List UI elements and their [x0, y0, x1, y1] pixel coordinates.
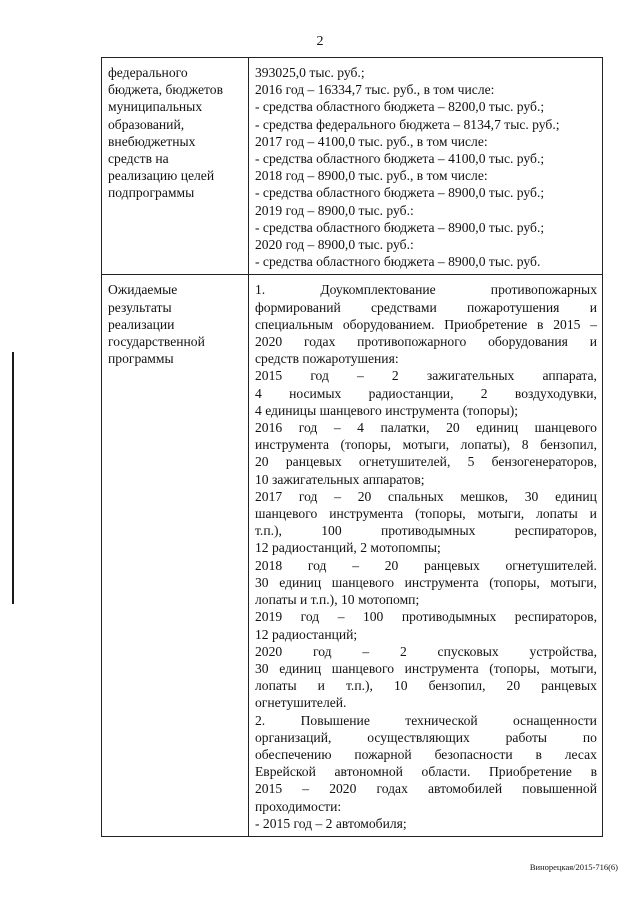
- word: повышенной: [522, 781, 597, 797]
- word: респираторов,: [514, 609, 597, 625]
- word: 2016: [255, 420, 283, 436]
- word: респираторов,: [514, 523, 597, 539]
- word: единиц: [476, 420, 519, 436]
- value-line: 12 радиостанций, 2 мотопомпы;: [255, 540, 441, 556]
- value-line: [255, 488, 597, 505]
- word: –: [334, 488, 341, 504]
- word: единиц: [279, 660, 322, 676]
- value-line: - средства областного бюджета – 8900,0 тыс. руб.;: [255, 219, 545, 235]
- word: 2015: [553, 316, 581, 332]
- word: средствами: [371, 299, 437, 315]
- word: 2015: [255, 781, 283, 797]
- word: по: [582, 729, 597, 745]
- word: 30: [255, 660, 269, 676]
- word: год: [300, 609, 320, 625]
- label-line: бюджета, бюджетов: [108, 82, 224, 98]
- word: пожаротушения: [467, 299, 560, 315]
- word: годах: [376, 781, 408, 797]
- word: и: [589, 334, 597, 350]
- funding-label-cell: [102, 58, 249, 275]
- word: год: [310, 368, 329, 384]
- value-line: [255, 660, 597, 677]
- word: 2020: [255, 643, 283, 659]
- word: 2020: [329, 781, 357, 797]
- word: радиостанции,: [368, 385, 454, 401]
- word: инструмента: [404, 574, 479, 590]
- table-row-funding: [102, 58, 603, 275]
- value-line: [255, 763, 597, 780]
- word: противопожарных: [490, 282, 597, 298]
- word: 20: [357, 488, 372, 504]
- word: 20: [384, 557, 399, 573]
- funding-value-cell: [249, 58, 603, 275]
- word: в: [537, 316, 544, 332]
- value-line: - средства федерального бюджета – 8134,7 тыс. руб.;: [255, 116, 560, 132]
- word: работы: [505, 729, 548, 745]
- value-line: [255, 299, 597, 316]
- margin-change-bar: [12, 352, 14, 604]
- word: –: [337, 609, 345, 625]
- value-line: 10 зажигательных аппаратов;: [255, 471, 425, 487]
- word: противодымных: [380, 523, 476, 539]
- value-line: [255, 436, 597, 453]
- label-line: программы: [108, 351, 174, 367]
- word: (топоры,: [340, 437, 392, 453]
- word: 20: [446, 420, 460, 436]
- word: год: [312, 643, 332, 659]
- word: 4: [357, 420, 364, 436]
- word: шанцевого: [255, 506, 318, 522]
- word: Доукомплектование: [320, 282, 436, 298]
- word: Повышение: [300, 712, 370, 728]
- word: –: [352, 557, 359, 573]
- word: области.: [421, 764, 471, 780]
- label-line: внебюджетных: [108, 133, 196, 149]
- value-line: огнетушителей.: [255, 695, 347, 711]
- value-line: - 2015 год – 2 автомобиля;: [255, 815, 407, 831]
- label-line: Ожидаемые: [108, 282, 178, 298]
- value-line: [255, 729, 597, 746]
- word: 2020: [255, 334, 283, 350]
- word: 30: [524, 488, 539, 504]
- label-line: федерального: [108, 65, 188, 80]
- word: бензогенераторов,: [491, 454, 597, 470]
- value-line: лопаты и т.п.), 10 мотопомп;: [255, 592, 420, 608]
- word: противодымных: [401, 609, 497, 625]
- word: инструмента: [329, 506, 404, 522]
- word: бензопил,: [540, 437, 597, 453]
- word: 8: [521, 437, 529, 453]
- word: оборудованием.: [342, 316, 435, 332]
- word: шанцевого: [534, 420, 597, 436]
- word: лопаты: [255, 678, 297, 694]
- value-line: [255, 780, 597, 797]
- word: ранцевых: [285, 454, 342, 470]
- value-line: [255, 505, 597, 522]
- value-line: - средства областного бюджета – 4100,0 тыс. руб.;: [255, 151, 545, 167]
- document-footer-code: Винорецкая/2015-716(6): [529, 862, 618, 872]
- word: и: [589, 506, 597, 522]
- word: Приобретение: [488, 764, 572, 780]
- word: спальных: [388, 488, 444, 504]
- word: годах: [303, 334, 336, 350]
- word: единиц: [279, 574, 322, 590]
- word: мотыги,: [477, 506, 525, 522]
- label-line: подпрограммы: [108, 185, 195, 201]
- word: оборудования: [488, 334, 568, 350]
- word: 2.: [255, 712, 266, 728]
- word: в: [535, 746, 542, 762]
- value-line: 2020 год – 8900,0 тыс. руб.:: [255, 237, 414, 253]
- word: Приобретение: [444, 316, 528, 332]
- word: лопаты: [536, 506, 578, 522]
- value-line: [255, 316, 597, 333]
- value-line: 393025,0 тыс. руб.;: [255, 65, 365, 80]
- word: обеспечению: [255, 746, 332, 762]
- value-line: [255, 574, 597, 591]
- word: 10: [393, 678, 408, 694]
- value-line: [255, 419, 597, 436]
- word: оснащенности: [513, 712, 597, 728]
- word: 30: [255, 574, 269, 590]
- value-line: [255, 677, 597, 694]
- value-line: [255, 643, 597, 660]
- word: 2015: [255, 368, 283, 384]
- word: 1.: [255, 282, 266, 298]
- word: палатки,: [380, 420, 430, 436]
- label-line: государственной: [108, 334, 205, 350]
- word: (топоры,: [415, 506, 466, 522]
- word: осуществляющих: [367, 729, 470, 745]
- label-line: реализации: [108, 316, 175, 332]
- word: Еврейской: [255, 764, 316, 780]
- word: инструмента: [255, 437, 329, 453]
- word: ранцевых: [424, 557, 480, 573]
- word: автономной: [334, 764, 403, 780]
- word: шанцевого: [331, 660, 394, 676]
- word: ранцевых: [541, 678, 597, 694]
- value-line: средств пожаротушения:: [255, 351, 399, 367]
- value-line: [255, 367, 597, 384]
- value-line: - средства областного бюджета – 8900,0 тыс. руб.: [255, 254, 541, 270]
- value-line: 4 единицы шанцевого инструмента (топоры);: [255, 402, 519, 418]
- word: 2: [399, 643, 407, 659]
- page-number: 2: [316, 34, 324, 49]
- results-value-cell: [249, 275, 603, 837]
- value-line: 2019 год – 8900,0 тыс. руб.:: [255, 202, 414, 218]
- word: аппарата,: [542, 368, 597, 384]
- word: организаций,: [255, 729, 332, 745]
- word: 100: [362, 609, 384, 625]
- word: –: [590, 316, 597, 332]
- value-line: [255, 557, 597, 574]
- value-line: - средства областного бюджета – 8900,0 тыс. руб.;: [255, 185, 545, 201]
- word: т.п.),: [346, 678, 373, 694]
- value-line: 12 радиостанций;: [255, 626, 358, 642]
- word: –: [302, 781, 310, 797]
- value-line: [255, 522, 597, 539]
- word: год: [298, 420, 318, 436]
- word: мотыги,: [550, 574, 597, 590]
- word: огнетушителей,: [358, 454, 451, 470]
- word: (топоры,: [489, 574, 540, 590]
- label-line: результаты: [108, 299, 172, 315]
- word: лесах: [564, 746, 597, 762]
- word: и: [317, 678, 325, 694]
- value-line: - средства областного бюджета – 8200,0 тыс. руб.;: [255, 99, 545, 115]
- word: огнетушителей.: [505, 557, 597, 573]
- word: год: [307, 557, 327, 573]
- word: мотыги,: [402, 437, 450, 453]
- word: противопожарного: [357, 334, 467, 350]
- word: 2017: [255, 488, 283, 504]
- word: 2019: [255, 609, 283, 625]
- word: специальным: [255, 316, 334, 332]
- word: год: [298, 488, 318, 504]
- value-line: [255, 746, 597, 763]
- word: мотыги,: [550, 660, 597, 676]
- word: бензопил,: [428, 678, 486, 694]
- word: автомобилей: [428, 781, 503, 797]
- word: воздуходувки,: [514, 385, 597, 401]
- word: –: [362, 643, 370, 659]
- value-line: [255, 333, 597, 350]
- word: 20: [255, 454, 269, 470]
- word: носимых: [289, 385, 342, 401]
- word: –: [333, 420, 341, 436]
- word: спусковых: [437, 643, 499, 659]
- word: шанцевого: [331, 574, 394, 590]
- word: 100: [321, 523, 342, 539]
- label-line: средств на: [108, 151, 169, 167]
- word: безопасности: [434, 746, 513, 762]
- word: 2018: [255, 557, 283, 573]
- value-line: [255, 453, 597, 470]
- value-line: 2018 год – 8900,0 тыс. руб., в том числе:: [255, 168, 488, 184]
- word: 2: [480, 385, 488, 401]
- value-line: проходимости:: [255, 798, 342, 814]
- word: т.п.),: [255, 523, 282, 539]
- word: инструмента: [404, 660, 479, 676]
- word: технической: [405, 712, 478, 728]
- word: в: [590, 764, 597, 780]
- word: 5: [467, 454, 475, 470]
- label-line: образований,: [108, 116, 185, 132]
- program-passport-table: [101, 57, 603, 837]
- word: мешков,: [460, 488, 509, 504]
- word: 2: [391, 368, 399, 384]
- word: 20: [506, 678, 521, 694]
- value-line: [255, 608, 597, 625]
- value-line: 2017 год – 4100,0 тыс. руб., в том числе:: [255, 133, 488, 149]
- word: и: [589, 299, 597, 315]
- word: 4: [255, 385, 262, 401]
- word: формирований: [255, 299, 341, 315]
- label-line: муниципальных: [108, 99, 203, 115]
- word: –: [357, 368, 364, 384]
- value-line: [255, 712, 597, 729]
- value-line: [255, 385, 597, 402]
- word: единиц: [555, 488, 597, 504]
- value-line: [255, 281, 597, 298]
- label-line: реализацию целей: [108, 168, 215, 184]
- word: зажигательных: [426, 368, 515, 384]
- word: устройства,: [529, 643, 597, 659]
- word: пожарной: [354, 746, 412, 762]
- word: лопаты),: [460, 437, 511, 453]
- word: (топоры,: [489, 660, 540, 676]
- table-row-expected-results: [102, 275, 603, 837]
- results-label-cell: [102, 275, 249, 837]
- value-line: 2016 год – 16334,7 тыс. руб., в том числе:: [255, 82, 495, 98]
